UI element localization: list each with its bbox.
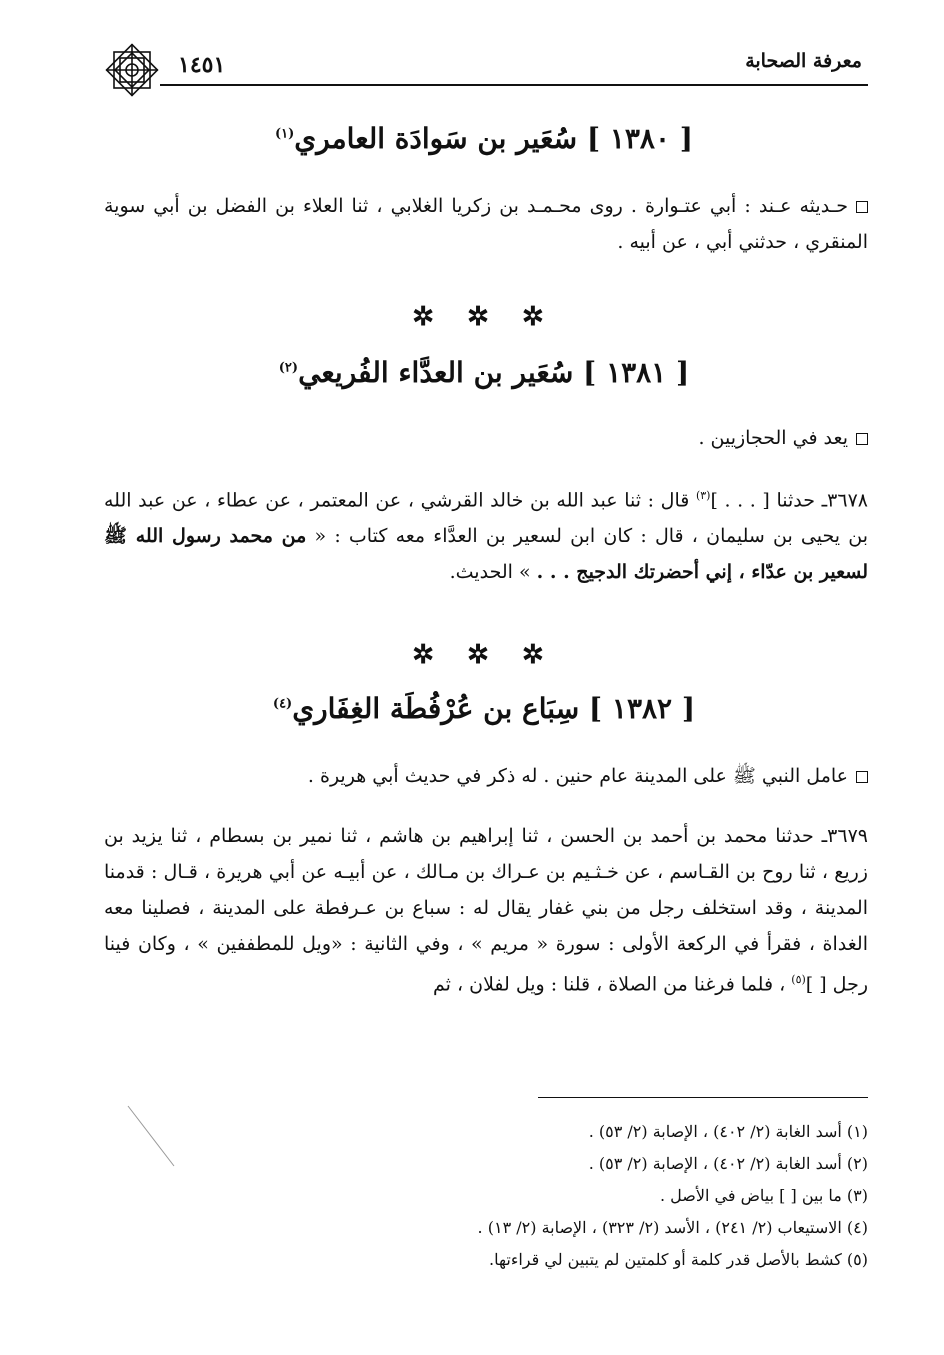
scan-mark <box>120 1100 200 1180</box>
footnote-rule <box>538 1097 868 1098</box>
hadith-3679: ٣٦٧٩ـ حدثنا محمد بن أحمد بن الحسن ، ثنا إبراهيم بن هاشم ، ثنا نمير بن بسطام ، ثنا يزيد بن زريع ، ثنا روح بن القـاسم ، عن خـثـيم بن عـراك بن مـالك ، عن أبيـه عن أبي هريرة ، قـال : قدمنا المدينة ، وقد استخلف رجل من بني غفار يقال له : سباع بن عـرفطة على المدينة ، فصلينا معه الغداة ، فقرأ في الركعة الأولى : سورة « مريم » ، وفي الثانية : «ويل للمطففين » ، وكان فينا رجل [ ]$^{(٥)}$ ، فلما فرغنا من الصلاة ، قلنا : ويل لفلان ، ثم <box>104 825 868 996</box>
entry-heading-1382: [ ١٣٨٢ ] سِبَاع بن عُرْفُطَة الغِفَاري$^{(٤)}$ <box>272 692 696 725</box>
hadith-3678: ٣٦٧٨ـ حدثنا [ . . . ]$^{(٣)}$ قال : ثنا عبد الله بن خالد القرشي ، عن المعتمر ، عن عطاء ، عن عبد الله بن يحيى بن سليمان ، قال : كان ابن لسعير بن العدَّاء معه كتاب : « من محمد رسول الله ﷺ لسعير بن عدّاء ، إني أحضرتك الدجيج . . . » الحديث. <box>104 489 868 584</box>
entry-heading-1381: [ ١٣٨١ ] سُعَير بن العدَّاء الفُريعي$^{(٢)}$ <box>278 356 690 389</box>
entry-text-1380: حـديثه عـند : أبي عتـوارة . روى محـمـد بن زكريا الغلابي ، ثنا العلاء بن الفضل بن أبي سوية المنقري ، حدثني أبي ، عن أبيه . <box>104 195 868 253</box>
section-separator: ✲ ✲ ✲ <box>412 640 556 670</box>
entry-intro-1381: يعد في الحجازيين . <box>104 420 868 456</box>
footnote-3: (٣) ما بين [ ] بياض في الأصل . <box>659 1186 868 1205</box>
section-separator: ✲ ✲ ✲ <box>412 302 556 332</box>
square-bullet-icon <box>856 433 868 445</box>
footnote-2: (٢) أسد الغابة (٢/ ٤٠٢) ، الإصابة (٢/ ٥٣) . <box>588 1154 868 1173</box>
footnote-1: (١) أسد الغابة (٢/ ٤٠٢) ، الإصابة (٢/ ٥٣) . <box>588 1122 868 1141</box>
square-bullet-icon <box>856 771 868 783</box>
octagram-ornament-icon <box>104 42 160 98</box>
footnote-5: (٥) كشط بالأصل قدر كلمة أو كلمتين لم يتبين لي قراءتها. <box>489 1250 868 1269</box>
entry-heading-1380: [ ١٣٨٠ ] سُعَير بن سَوادَة العامري$^{(١)}$ <box>275 122 693 155</box>
footnote-4: (٤) الاستيعاب (٢/ ٢٤١) ، الأسد (٢/ ٣٢٣) ، الإصابة (٢/ ١٣) . <box>477 1218 868 1237</box>
entry-intro-1382: عامل النبي ﷺ على المدينة عام حنين . له ذكر في حديث أبي هريرة . <box>104 758 868 794</box>
page-number: ١٤٥١ <box>178 52 226 78</box>
running-header-title: معرفة الصحابة <box>745 50 862 72</box>
header-rule <box>160 84 868 86</box>
square-bullet-icon <box>856 201 868 213</box>
